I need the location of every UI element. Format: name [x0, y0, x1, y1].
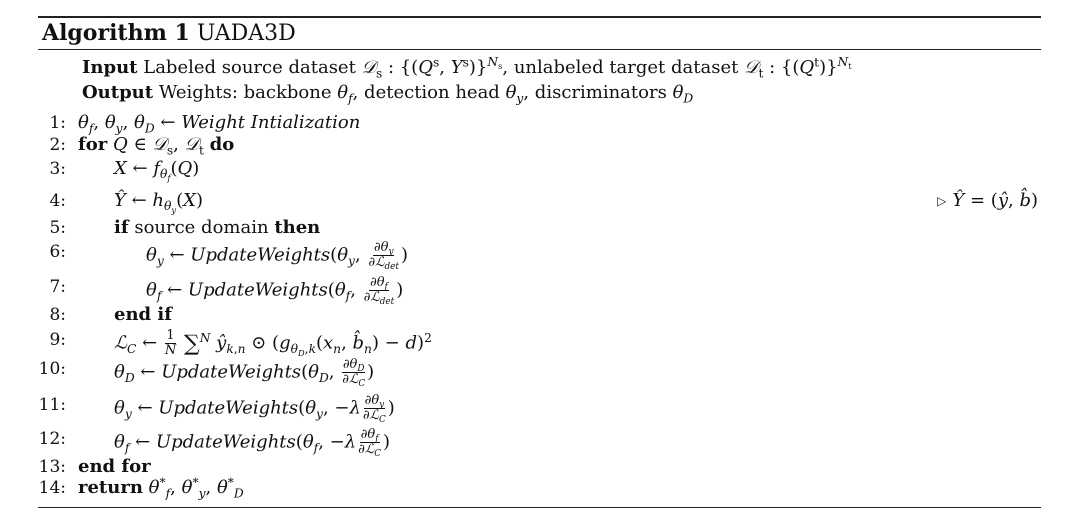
- if-condition: source domain: [134, 217, 269, 238]
- output-text-1: Weights: backbone: [158, 82, 332, 103]
- top-rule: [38, 16, 1041, 18]
- line-number: 7:: [49, 277, 66, 297]
- line-number: 10:: [38, 359, 66, 379]
- line-number: 6:: [49, 242, 66, 262]
- line-number: 1:: [49, 113, 66, 133]
- line-number: 13:: [38, 457, 66, 477]
- line-number: 3:: [49, 159, 66, 179]
- output-text-3: discriminators: [534, 82, 667, 103]
- update-fn: UpdateWeights: [187, 279, 328, 301]
- line-number: 12:: [38, 429, 66, 449]
- line-13: [78, 456, 151, 478]
- keyword-do: do: [209, 134, 235, 155]
- input-text-1: Labeled source dataset: [143, 57, 356, 78]
- line-4: Ŷ ← $h_{\theta_y}(X)$: [114, 190, 203, 216]
- line-10: $\theta_D$ ← $UpdateWeights(\theta_D$, $\frac{\partial\theta_D}{\partial ℒ_C}$ ): [114, 357, 375, 390]
- update-fn: UpdateWeights: [161, 361, 302, 383]
- line-14: return $\theta^*_f$, $\theta^*_y$, $\theta^*_D$: [78, 475, 244, 501]
- keyword-end-if: end if: [114, 304, 172, 325]
- line-1: $\theta_f$, $\theta_y$, $\theta_D$ ← Weight Intialization: [78, 112, 361, 136]
- output-line: Output Weights: backbone $\theta_f$, detection head $\theta_y$, discriminators $\theta_D$: [82, 82, 694, 106]
- line-number: 4:: [49, 191, 66, 211]
- line-3: X ← $f_{\theta_f}(Q)$: [114, 158, 200, 184]
- line-11: $\theta_y$ ← $UpdateWeights(\theta_y$, −λ $\frac{\partial\theta_y}{\partial ℒ_C}$ ): [114, 393, 395, 426]
- title-rule: [38, 49, 1041, 50]
- keyword-if: if: [114, 217, 129, 238]
- input-label: Input: [82, 57, 138, 78]
- keyword-return: return: [78, 477, 143, 498]
- comment-triangle-icon: ▷: [937, 194, 947, 208]
- output-text-2: detection head: [364, 82, 500, 103]
- line-number: 8:: [49, 305, 66, 325]
- update-fn: UpdateWeights: [158, 397, 299, 419]
- algorithm-name: UADA3D: [196, 21, 296, 46]
- weight-init-call: Weight Intialization: [181, 112, 361, 133]
- update-fn: UpdateWeights: [155, 431, 296, 453]
- output-label: Output: [82, 82, 154, 103]
- line-12: $\theta_f$ ← $UpdateWeights(\theta_f$, −λ $\frac{\partial\theta_f}{\partial ℒ_C}$ ): [114, 427, 391, 460]
- line-9: ℒ$_C$ ← $\frac{1}{N}$ ∑$^N$ $ŷ_{k,n}$ ⊙ ($g_{\theta_D,k}(x_n$, $b̂_n) - d)^2$: [114, 328, 432, 358]
- line-8: [114, 304, 172, 326]
- line-5: [114, 217, 320, 239]
- keyword-end-for: end for: [78, 456, 151, 477]
- line-number: 2:: [49, 135, 66, 155]
- keyword-for: for: [78, 134, 108, 155]
- line-2: for Q ∈ 𝒟$_s$, 𝒟$_t$ do: [78, 134, 235, 158]
- algorithm-title: [42, 20, 296, 47]
- update-fn: UpdateWeights: [190, 244, 331, 266]
- line-number: 11:: [38, 395, 66, 415]
- input-text-2: unlabeled target dataset: [513, 57, 739, 78]
- line-7: $\theta_f$ ← $UpdateWeights(\theta_f$, $\frac{\partial\theta_f}{\partial ℒ_{det}}$ ): [146, 275, 404, 308]
- algorithm-label: Algorithm 1: [42, 20, 190, 46]
- line-number: 14:: [38, 478, 66, 498]
- keyword-then: then: [274, 217, 321, 238]
- bottom-rule: [38, 507, 1041, 508]
- line-number: 5:: [49, 218, 66, 238]
- line-6: $\theta_y$ ← $UpdateWeights(\theta_y$, $\frac{\partial\theta_y}{\partial ℒ_{det}}$ ): [146, 240, 408, 273]
- input-line: Input Labeled source dataset 𝒟$_s$ : {($Q^s$, $Y^s)\}^{N_s}$, unlabeled target dataset 𝒟$_t$ : $\{(Q^t)\}^{N_t}$: [82, 55, 852, 81]
- line-4-comment: ▷ Ŷ = (ŷ, b̂): [937, 190, 1038, 211]
- line-number: 9:: [49, 330, 66, 350]
